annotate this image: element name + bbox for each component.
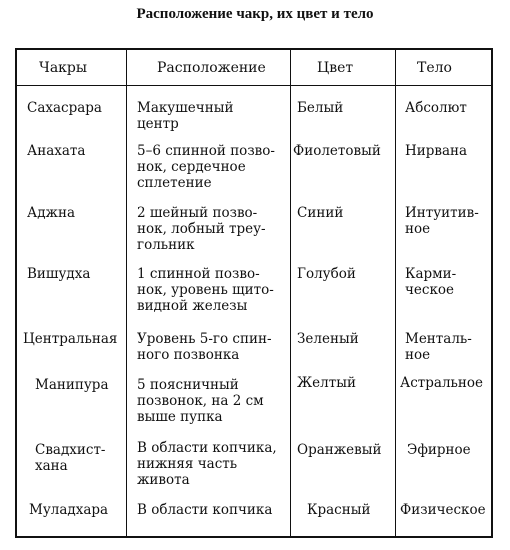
cell-body: Интуитив- ное <box>405 205 479 237</box>
cell-chakra: Сахасрара <box>27 100 102 116</box>
cell-body: Нирвана <box>405 143 468 159</box>
cell-body: Эфирное <box>407 442 471 458</box>
column-divider <box>290 50 291 536</box>
header-chakras: Чакры <box>39 60 88 76</box>
cell-color: Фиолетовый <box>293 143 381 159</box>
chakra-table <box>15 48 493 538</box>
cell-color: Зеленый <box>297 331 359 347</box>
header-divider <box>17 85 491 86</box>
cell-color: Синий <box>297 205 344 221</box>
cell-location: В области копчика, нижняя часть живота <box>137 440 277 488</box>
cell-chakra: Анахата <box>27 143 86 159</box>
cell-color: Красный <box>307 502 371 518</box>
cell-chakra: Свадхист- хана <box>35 442 106 474</box>
cell-color: Белый <box>297 100 344 116</box>
cell-body: Астральное <box>400 375 483 391</box>
cell-body: Абсолют <box>405 100 467 116</box>
header-body: Тело <box>417 60 452 76</box>
cell-body: Физическое <box>400 502 486 518</box>
cell-color: Желтый <box>297 375 356 391</box>
cell-location: В области копчика <box>137 502 273 518</box>
cell-body: Менталь- ное <box>405 331 472 363</box>
cell-location: Уровень 5-го спин- ного позвонка <box>137 331 272 363</box>
cell-chakra: Вишудха <box>27 266 91 282</box>
column-divider <box>395 50 396 536</box>
page-title: Расположение чакр, их цвет и тело <box>136 6 374 22</box>
cell-location: 2 шейный позво- нок, лобный треу- гольник <box>137 205 266 253</box>
cell-chakra: Манипура <box>35 377 109 393</box>
column-divider <box>126 50 127 536</box>
cell-location: 5–6 спинной позво- нок, сердечное сплетение <box>137 143 275 191</box>
cell-chakra: Центральная <box>23 331 118 347</box>
cell-location: 1 спинной позво- нок, уровень щито- видной железы <box>137 266 274 314</box>
cell-location: Макушечный центр <box>137 100 234 132</box>
cell-chakra: Муладхара <box>29 502 109 518</box>
cell-color: Голубой <box>297 266 356 282</box>
cell-body: Карми- ческое <box>405 266 457 298</box>
header-location: Расположение <box>157 60 266 76</box>
cell-chakra: Аджна <box>27 205 76 221</box>
cell-location: 5 поясничный позвонок, на 2 см выше пупка <box>137 377 264 425</box>
cell-color: Оранжевый <box>297 442 382 458</box>
header-color: Цвет <box>317 60 354 76</box>
